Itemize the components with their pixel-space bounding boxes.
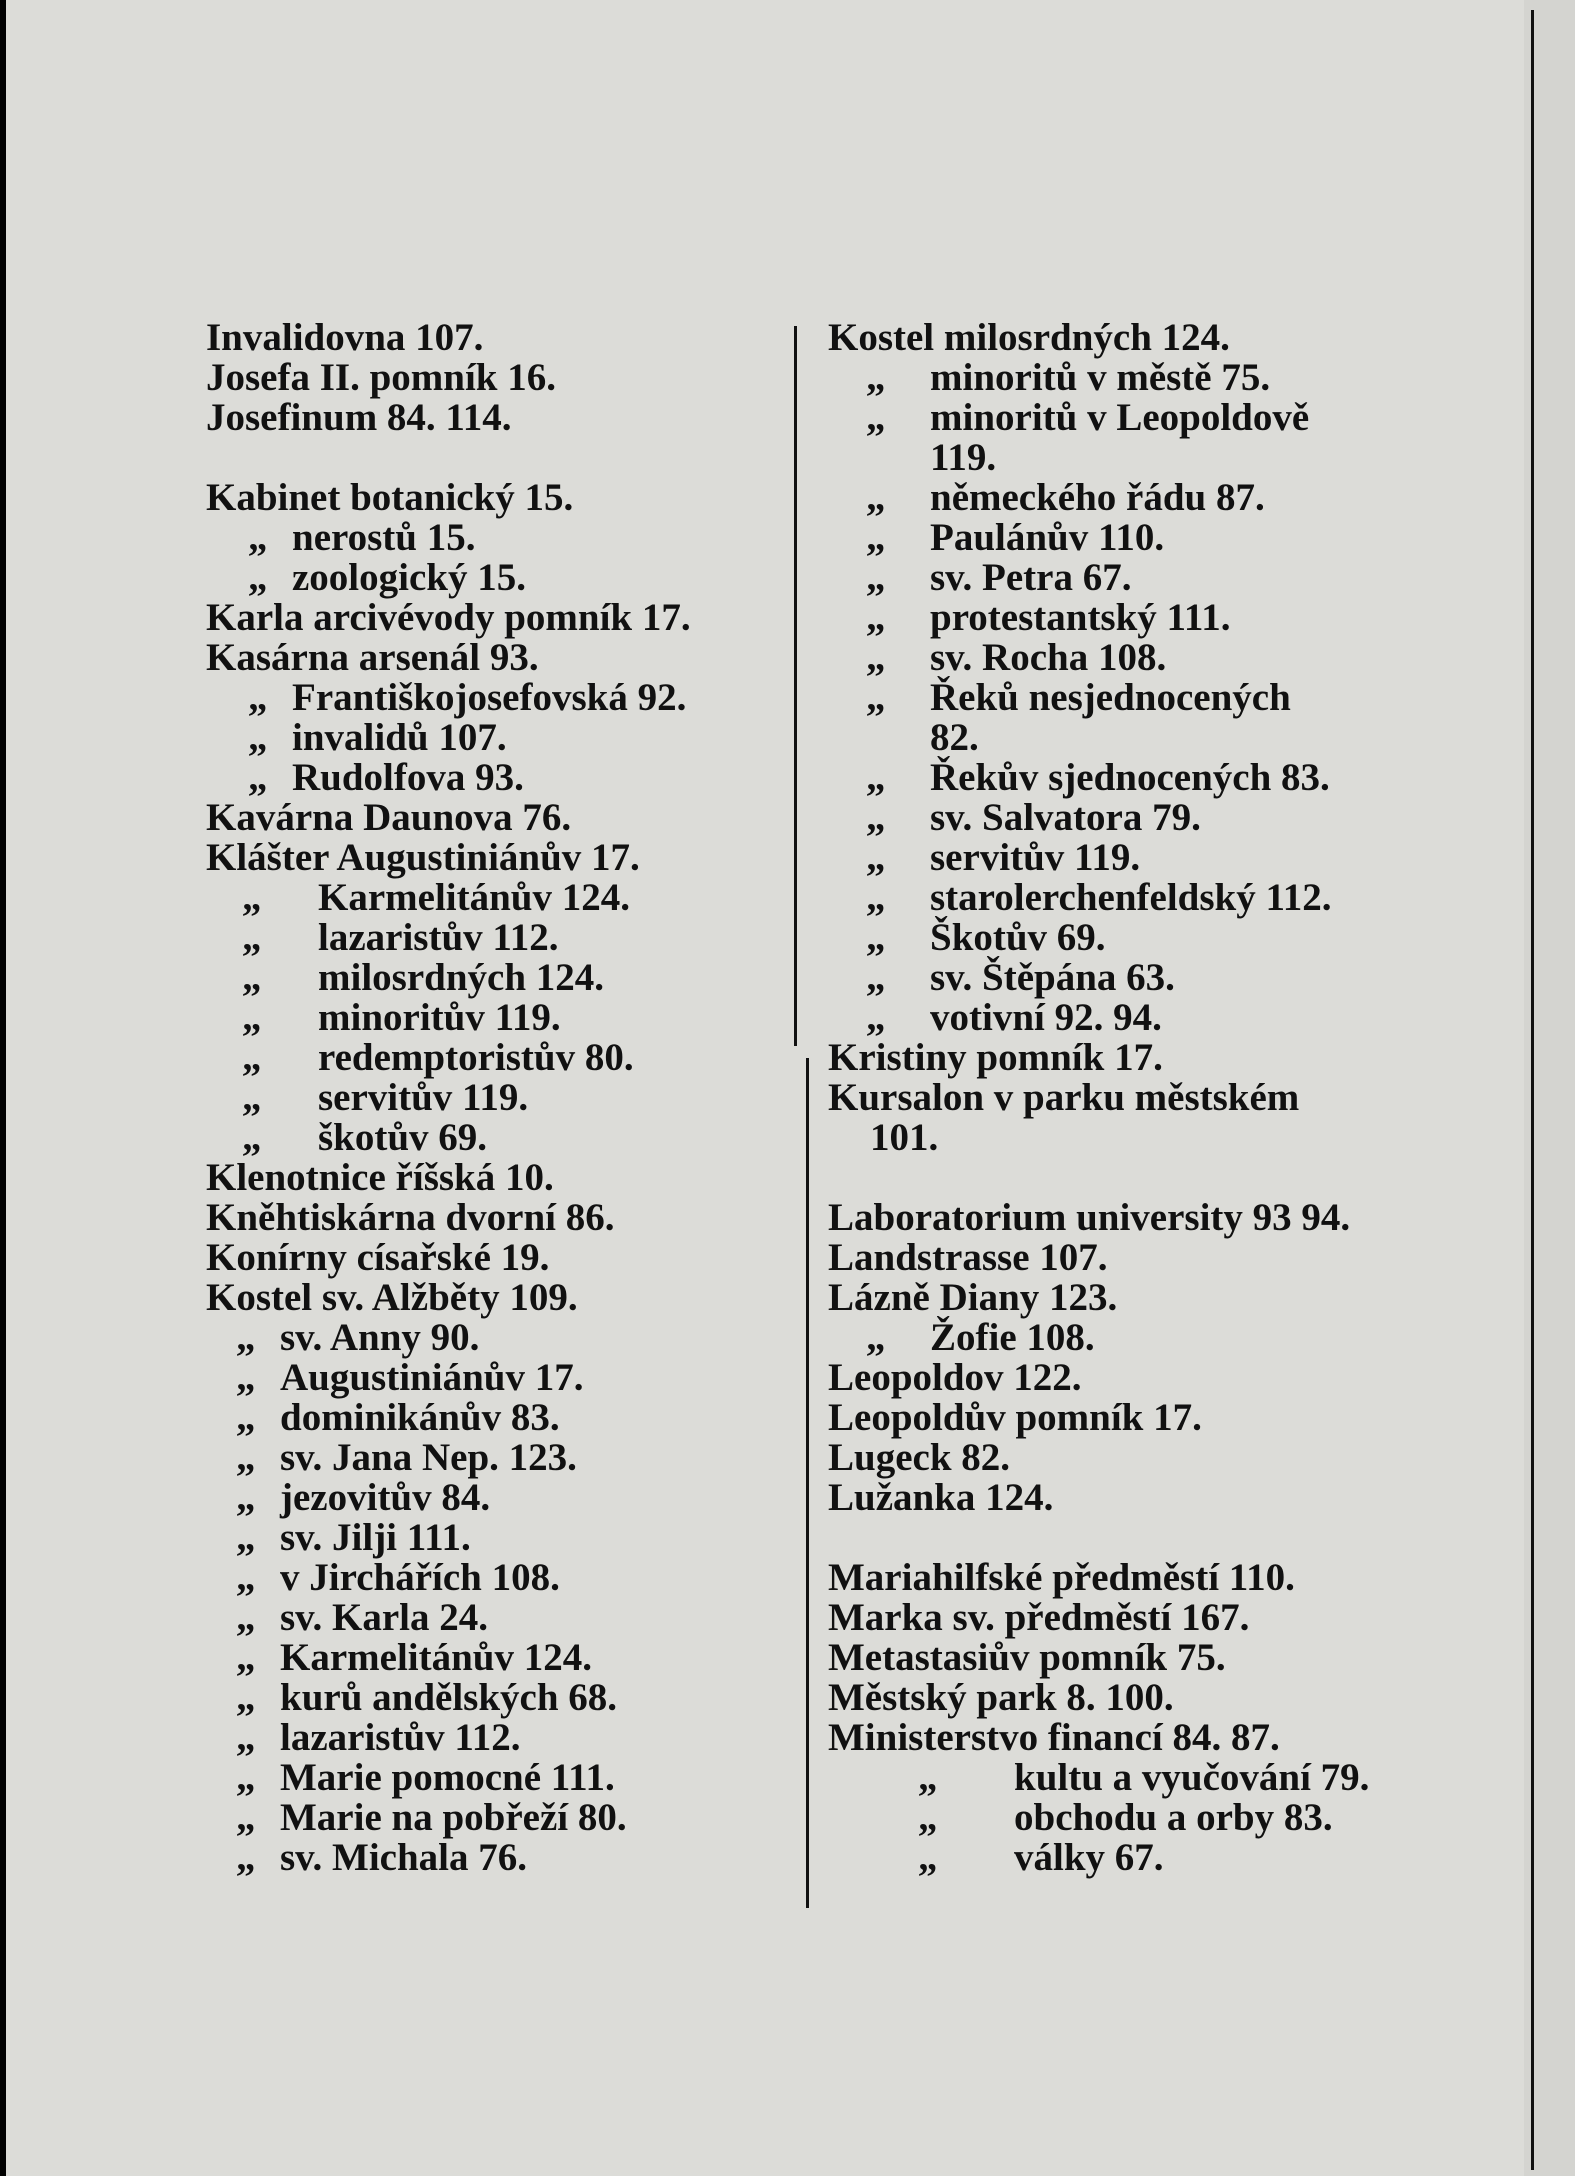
index-entry: Mariahilfské předměstí 110. bbox=[828, 1556, 1295, 1599]
subentry-text: sv. Jilji 111. bbox=[280, 1516, 471, 1559]
entry-continuation: 119. bbox=[930, 436, 997, 479]
book-page bbox=[6, 0, 1524, 2176]
subentry-text: dominikánův 83. bbox=[280, 1396, 560, 1439]
index-entry: Kasárna arsenál 93. bbox=[206, 636, 539, 679]
index-subentry bbox=[828, 518, 1398, 558]
ditto-mark: „ bbox=[242, 1076, 262, 1119]
subentry-text: jezovitův 84. bbox=[280, 1476, 491, 1519]
index-subentry bbox=[206, 1038, 776, 1078]
ditto-mark: „ bbox=[248, 676, 268, 719]
ditto-mark: „ bbox=[918, 1796, 938, 1839]
ditto-mark: „ bbox=[866, 796, 886, 839]
subentry-text: invalidů 107. bbox=[292, 716, 507, 759]
ditto-mark: „ bbox=[866, 596, 886, 639]
ditto-mark: „ bbox=[236, 1636, 256, 1679]
index-entry: Leopoldův pomník 17. bbox=[828, 1396, 1202, 1439]
ditto-mark: „ bbox=[236, 1436, 256, 1479]
ditto-mark: „ bbox=[236, 1476, 256, 1519]
index-entry: Lužanka 124. bbox=[828, 1476, 1054, 1519]
index-subentry bbox=[206, 758, 776, 798]
ditto-mark: „ bbox=[866, 516, 886, 559]
subentry-text: Marie na pobřeží 80. bbox=[280, 1796, 627, 1839]
subentry-text: Augustiniánův 17. bbox=[280, 1356, 584, 1399]
index-entry: Konírny císařské 19. bbox=[206, 1236, 550, 1279]
index-entry: Josefinum 84. 114. bbox=[206, 396, 512, 439]
subentry-text: lazaristův 112. bbox=[280, 1716, 521, 1759]
index-subentry bbox=[828, 758, 1398, 798]
subentry-text: kultu a vyučování 79. bbox=[1014, 1756, 1370, 1799]
ditto-mark: „ bbox=[866, 476, 886, 519]
index-subentry bbox=[206, 1598, 776, 1638]
subentry-text: sv. Jana Nep. 123. bbox=[280, 1436, 577, 1479]
index-subentry bbox=[206, 1118, 776, 1158]
subentry-text: německého řádu 87. bbox=[930, 476, 1265, 519]
index-subentry bbox=[206, 878, 776, 918]
index-column-left bbox=[206, 318, 776, 1878]
ditto-mark: „ bbox=[866, 996, 886, 1039]
section-gap bbox=[828, 1518, 1398, 1558]
subentry-text: redemptoristův 80. bbox=[318, 1036, 634, 1079]
subentry-text: nerostů 15. bbox=[292, 516, 476, 559]
ditto-mark: „ bbox=[866, 556, 886, 599]
subentry-text: obchodu a orby 83. bbox=[1014, 1796, 1333, 1839]
index-subentry bbox=[828, 678, 1398, 718]
index-entry: Klášter Augustiniánův 17. bbox=[206, 836, 640, 879]
index-entry: Lázně Diany 123. bbox=[828, 1276, 1118, 1319]
index-entry: Landstrasse 107. bbox=[828, 1236, 1108, 1279]
ditto-mark: „ bbox=[248, 716, 268, 759]
column-divider bbox=[794, 326, 797, 1046]
index-subentry bbox=[206, 998, 776, 1038]
subentry-text: Žofie 108. bbox=[930, 1316, 1095, 1359]
index-subentry bbox=[206, 1358, 776, 1398]
subentry-text: Marie pomocné 111. bbox=[280, 1756, 615, 1799]
subentry-text: zoologický 15. bbox=[292, 556, 526, 599]
index-entry: Kněhtiskárna dvorní 86. bbox=[206, 1196, 615, 1239]
index-subentry bbox=[206, 1718, 776, 1758]
index-subentry bbox=[828, 998, 1398, 1038]
subentry-text: minoritů v městě 75. bbox=[930, 356, 1271, 399]
subentry-text: votivní 92. 94. bbox=[930, 996, 1162, 1039]
index-subentry bbox=[828, 558, 1398, 598]
subentry-text: Řekův sjednocených 83. bbox=[930, 756, 1330, 799]
page-gutter-line bbox=[1531, 10, 1534, 2170]
subentry-text: minoritů v Leopoldově bbox=[930, 396, 1310, 439]
index-subentry bbox=[206, 1758, 776, 1798]
ditto-mark: „ bbox=[242, 956, 262, 999]
index-subentry bbox=[206, 1078, 776, 1118]
subentry-text: sv. Rocha 108. bbox=[930, 636, 1167, 679]
index-entry: Laboratorium university 93 94. bbox=[828, 1196, 1351, 1239]
index-subentry bbox=[828, 1798, 1398, 1838]
subentry-text: sv. Michala 76. bbox=[280, 1836, 528, 1879]
index-subentry bbox=[828, 1318, 1398, 1358]
ditto-mark: „ bbox=[236, 1596, 256, 1639]
ditto-mark: „ bbox=[248, 756, 268, 799]
ditto-mark: „ bbox=[248, 516, 268, 559]
index-subentry bbox=[206, 1678, 776, 1718]
ditto-mark: „ bbox=[866, 1316, 886, 1359]
index-subentry bbox=[206, 1798, 776, 1838]
index-subentry bbox=[828, 798, 1398, 838]
subentry-text: lazaristův 112. bbox=[318, 916, 559, 959]
ditto-mark: „ bbox=[242, 876, 262, 919]
index-subentry bbox=[828, 358, 1398, 398]
subentry-text: servitův 119. bbox=[930, 836, 1141, 879]
index-subentry bbox=[206, 1478, 776, 1518]
ditto-mark: „ bbox=[866, 676, 886, 719]
ditto-mark: „ bbox=[866, 756, 886, 799]
index-subentry bbox=[828, 478, 1398, 518]
index-subentry bbox=[206, 1398, 776, 1438]
entry-continuation: 82. bbox=[930, 716, 979, 759]
index-column-right bbox=[828, 318, 1398, 1878]
index-subentry bbox=[206, 1838, 776, 1878]
ditto-mark: „ bbox=[236, 1396, 256, 1439]
ditto-mark: „ bbox=[248, 556, 268, 599]
index-subentry bbox=[828, 918, 1398, 958]
subentry-text: Škotův 69. bbox=[930, 916, 1106, 959]
ditto-mark: „ bbox=[866, 636, 886, 679]
ditto-mark: „ bbox=[236, 1316, 256, 1359]
ditto-mark: „ bbox=[918, 1836, 938, 1879]
index-entry: Ministerstvo financí 84. 87. bbox=[828, 1716, 1280, 1759]
subentry-text: protestantský 111. bbox=[930, 596, 1231, 639]
subentry-text: sv. Anny 90. bbox=[280, 1316, 480, 1359]
index-subentry bbox=[828, 638, 1398, 678]
subentry-text: sv. Salvatora 79. bbox=[930, 796, 1201, 839]
subentry-text: Karmelitánův 124. bbox=[318, 876, 630, 919]
index-entry: Klenotnice říšská 10. bbox=[206, 1156, 554, 1199]
ditto-mark: „ bbox=[866, 396, 886, 439]
index-entry: Kabinet botanický 15. bbox=[206, 476, 574, 519]
subentry-text: Karmelitánův 124. bbox=[280, 1636, 592, 1679]
section-gap bbox=[828, 1158, 1398, 1198]
index-subentry bbox=[828, 1758, 1398, 1798]
ditto-mark: „ bbox=[236, 1796, 256, 1839]
index-subentry bbox=[828, 878, 1398, 918]
index-subentry bbox=[206, 918, 776, 958]
index-entry: Lugeck 82. bbox=[828, 1436, 1011, 1479]
subentry-text: sv. Petra 67. bbox=[930, 556, 1132, 599]
index-subentry bbox=[206, 1518, 776, 1558]
subentry-text: Řeků nesjednocených bbox=[930, 676, 1291, 719]
index-entry: Kristiny pomník 17. bbox=[828, 1036, 1163, 1079]
column-divider bbox=[806, 1058, 809, 1908]
subentry-text: sv. Karla 24. bbox=[280, 1596, 489, 1639]
ditto-mark: „ bbox=[236, 1516, 256, 1559]
subentry-text: starolerchenfeldský 112. bbox=[930, 876, 1332, 919]
index-subentry bbox=[206, 1558, 776, 1598]
subentry-text: kurů andělských 68. bbox=[280, 1676, 618, 1719]
index-subentry bbox=[206, 1438, 776, 1478]
index-entry: Karla arcivévody pomník 17. bbox=[206, 596, 691, 639]
index-subentry bbox=[828, 398, 1398, 438]
index-subentry bbox=[828, 958, 1398, 998]
subentry-text: v Jirchářích 108. bbox=[280, 1556, 560, 1599]
subentry-text: Rudolfova 93. bbox=[292, 756, 524, 799]
index-entry: Kursalon v parku městském bbox=[828, 1076, 1300, 1119]
ditto-mark: „ bbox=[866, 916, 886, 959]
index-subentry bbox=[206, 1318, 776, 1358]
index-entry: Metastasiův pomník 75. bbox=[828, 1636, 1226, 1679]
ditto-mark: „ bbox=[866, 876, 886, 919]
index-subentry bbox=[206, 718, 776, 758]
ditto-mark: „ bbox=[236, 1556, 256, 1599]
index-entry: Městský park 8. 100. bbox=[828, 1676, 1174, 1719]
index-entry: Invalidovna 107. bbox=[206, 316, 484, 359]
index-subentry bbox=[206, 518, 776, 558]
index-entry: Leopoldov 122. bbox=[828, 1356, 1082, 1399]
ditto-mark: „ bbox=[236, 1676, 256, 1719]
subentry-text: Františkojosefovská 92. bbox=[292, 676, 687, 719]
subentry-text: Paulánův 110. bbox=[930, 516, 1165, 559]
ditto-mark: „ bbox=[242, 996, 262, 1039]
index-entry: Kostel milosrdných 124. bbox=[828, 316, 1230, 359]
index-entry: Kavárna Daunova 76. bbox=[206, 796, 572, 839]
index-subentry bbox=[828, 838, 1398, 878]
ditto-mark: „ bbox=[236, 1716, 256, 1759]
ditto-mark: „ bbox=[236, 1836, 256, 1879]
subentry-text: škotův 69. bbox=[318, 1116, 488, 1159]
ditto-mark: „ bbox=[242, 916, 262, 959]
index-entry: Marka sv. předměstí 167. bbox=[828, 1596, 1250, 1639]
section-gap bbox=[206, 438, 776, 478]
subentry-text: minoritův 119. bbox=[318, 996, 561, 1039]
ditto-mark: „ bbox=[236, 1356, 256, 1399]
index-subentry bbox=[828, 598, 1398, 638]
index-subentry bbox=[206, 958, 776, 998]
ditto-mark: „ bbox=[236, 1756, 256, 1799]
ditto-mark: „ bbox=[242, 1116, 262, 1159]
ditto-mark: „ bbox=[866, 836, 886, 879]
index-subentry bbox=[206, 558, 776, 598]
ditto-mark: „ bbox=[866, 356, 886, 399]
index-subentry bbox=[828, 1838, 1398, 1878]
ditto-mark: „ bbox=[918, 1756, 938, 1799]
subentry-text: servitův 119. bbox=[318, 1076, 529, 1119]
ditto-mark: „ bbox=[242, 1036, 262, 1079]
subentry-text: milosrdných 124. bbox=[318, 956, 605, 999]
entry-continuation: 101. bbox=[870, 1116, 939, 1159]
ditto-mark: „ bbox=[866, 956, 886, 999]
index-subentry bbox=[206, 1638, 776, 1678]
subentry-text: sv. Štěpána 63. bbox=[930, 956, 1175, 999]
index-subentry bbox=[206, 678, 776, 718]
subentry-text: války 67. bbox=[1014, 1836, 1164, 1879]
index-entry: Josefa II. pomník 16. bbox=[206, 356, 556, 399]
index-entry: Kostel sv. Alžběty 109. bbox=[206, 1276, 578, 1319]
